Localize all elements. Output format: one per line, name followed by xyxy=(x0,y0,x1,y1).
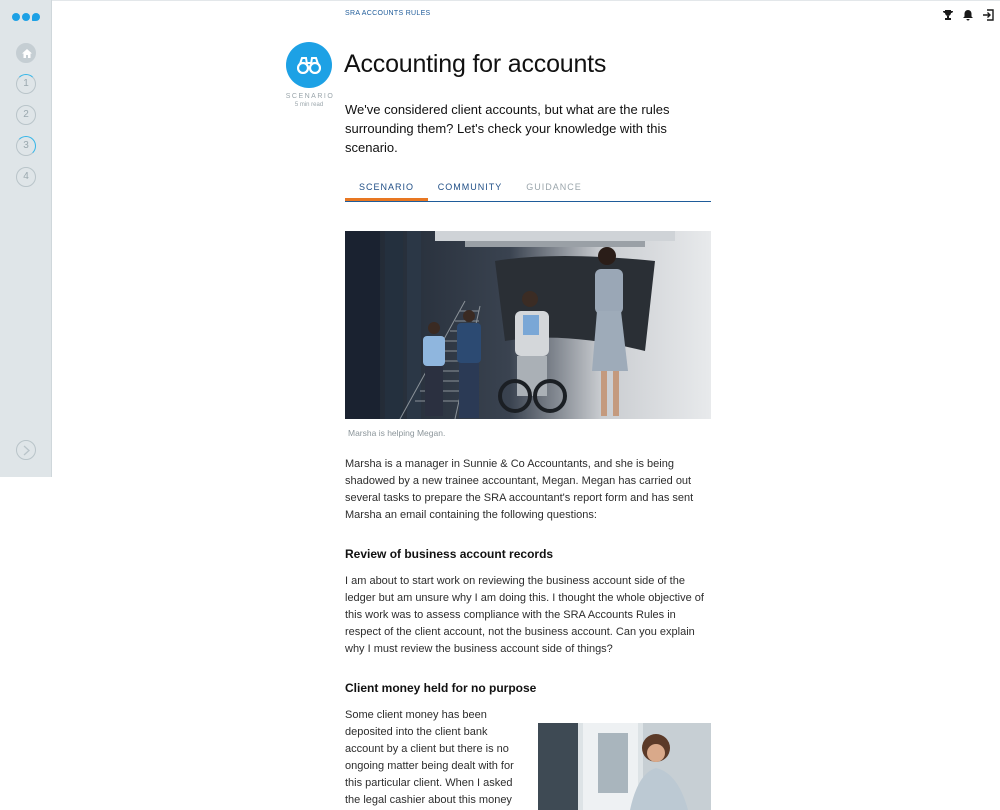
section-heading: Review of business account records xyxy=(345,547,554,561)
sidebar-item-3[interactable]: 3 xyxy=(16,136,36,156)
section-image xyxy=(538,723,711,810)
chevron-right-icon xyxy=(22,445,31,456)
sidebar-item-4[interactable]: 4 xyxy=(16,167,36,187)
tab-community[interactable]: COMMUNITY xyxy=(437,182,503,192)
trophy-icon[interactable] xyxy=(942,8,954,20)
sidebar xyxy=(0,0,52,477)
header-icons xyxy=(942,8,994,20)
logo[interactable] xyxy=(12,13,40,21)
scenario-paragraph: Marsha is a manager in Sunnie & Co Accountants, and she is being shadowed by a new trainee accountant, Megan. Megan has carried out several tasks to prepare the SRA accountant's report form and has sent Marsha an email containing the following questions: xyxy=(345,458,694,521)
scenario-image xyxy=(345,231,711,419)
tab-guidance[interactable]: GUIDANCE xyxy=(526,182,582,192)
top-border xyxy=(0,0,1000,1)
scenario-badge xyxy=(286,42,332,88)
binoculars-icon xyxy=(297,56,321,74)
section-heading: Client money held for no purpose xyxy=(345,681,537,695)
section-paragraph: I am about to start work on reviewing the business account side of the ledger but am unsure why I am doing this. I thought the whole objective of this work was to assess compliance with the SRA Accounts Rules in respect of the client account, not the business account. Can you explain why I must review the business account side of things? xyxy=(345,575,704,655)
section-paragraph: Some client money has been deposited into the client bank account by a client but there is no ongoing matter being dealt with for this particular client. When I asked the legal cashier about this money xyxy=(345,709,514,806)
image-caption: Marsha is helping Megan. xyxy=(348,428,446,438)
content-type-label: SCENARIO xyxy=(285,93,335,100)
read-time: 5 min read xyxy=(294,102,324,108)
sidebar-item-1[interactable]: 1 xyxy=(16,74,36,94)
home-icon xyxy=(21,48,33,59)
sidebar-item-home[interactable] xyxy=(16,43,36,63)
tab-scenario[interactable]: SCENARIO xyxy=(345,179,428,201)
sidebar-item-2[interactable]: 2 xyxy=(16,105,36,125)
intro-text: We've considered client accounts, but what are the rules surrounding them? Let's check your knowledge with this scenario. xyxy=(345,102,670,155)
page-title: Accounting for accounts xyxy=(344,50,607,78)
next-button[interactable] xyxy=(16,440,36,460)
tab-bar xyxy=(345,179,711,202)
breadcrumb[interactable]: SRA ACCOUNTS RULES xyxy=(345,10,431,17)
bell-icon[interactable] xyxy=(962,8,974,20)
logout-icon[interactable] xyxy=(982,8,994,20)
